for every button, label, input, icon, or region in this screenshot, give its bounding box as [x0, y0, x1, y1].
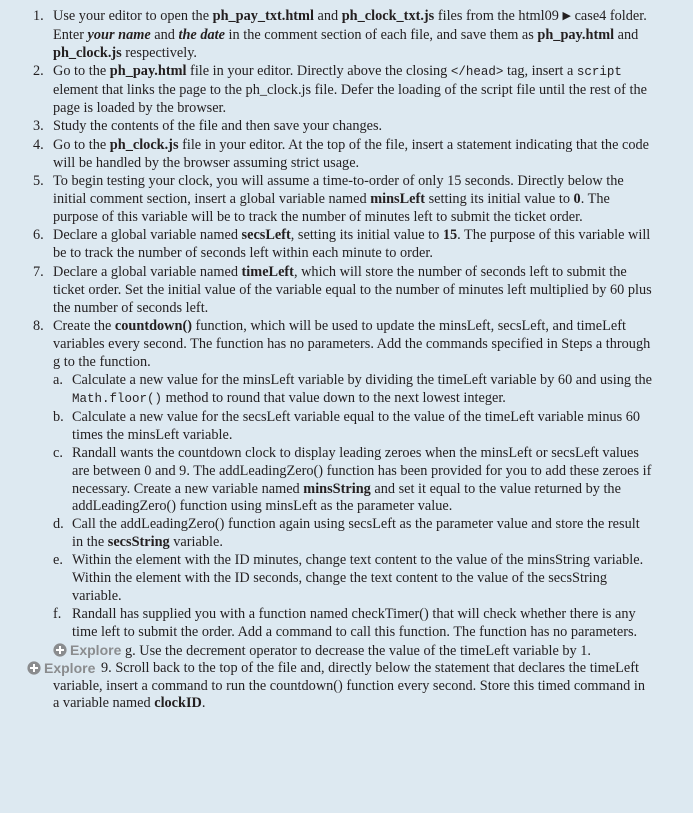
- path-arrow-icon: ▶: [562, 10, 571, 22]
- step-text: and: [313, 8, 342, 24]
- step-8f: [0, 606, 693, 642]
- step-text: Calculate a new value for the minsLeft variable by dividing the timeLeft variable by 60 and using the: [72, 372, 653, 389]
- step-text: method to round that value down to the next lowest integer.: [162, 390, 506, 407]
- step-text: . The purpose of this variable will be to track the number of seconds left within each minute to order.: [53, 227, 651, 262]
- code-token: script: [576, 65, 622, 80]
- step-text: Use the decrement operator to decrease the value of the timeLeft variable by 1.: [139, 642, 591, 659]
- step-letter: e.: [53, 552, 63, 569]
- step-text: files from the html09: [434, 8, 563, 24]
- step-number: 7.: [33, 263, 44, 280]
- step-8g: [0, 642, 693, 660]
- explore-label: Explore: [70, 641, 122, 658]
- step-5: [0, 173, 693, 227]
- step-number: 9.: [101, 659, 112, 676]
- step-text: variable.: [169, 534, 223, 551]
- step-text: .: [201, 695, 206, 712]
- step-letter: a.: [53, 372, 63, 389]
- step-text: Within the element with the ID minutes, change text content to the value of the minsString variable. Within the element with the ID seconds, change the text content to the value of the secsString variable.: [72, 552, 644, 604]
- step-4: [0, 137, 693, 173]
- step-number: 8.: [33, 317, 44, 334]
- step-text: To begin testing your clock, you will assume a time-to-order of only 15 seconds. Directly below the initial comment section, insert a global variable named: [53, 173, 624, 208]
- step-number: 1.: [33, 8, 44, 24]
- step-8e: [0, 552, 693, 606]
- emphasis: your name: [87, 26, 151, 43]
- filename: ph_pay.html: [109, 63, 187, 80]
- step-text: Use your editor to open the: [53, 8, 213, 24]
- step-text: setting its initial value to: [425, 191, 574, 208]
- step-8b: [0, 409, 693, 445]
- step-text: and: [150, 26, 179, 43]
- step-letter: c.: [53, 444, 63, 461]
- step-text: file in your editor. Directly above the closing: [186, 63, 451, 80]
- step-text: element that links the page to the ph_clock.js file. Defer the loading of the script file until the rest of the page is loaded by the browser.: [53, 82, 647, 117]
- step-text: Declare a global variable named: [53, 263, 242, 280]
- variable-name: secsLeft: [241, 227, 291, 244]
- step-7: [0, 264, 693, 318]
- step-letter: d.: [53, 516, 64, 533]
- step-number: 6.: [33, 227, 44, 244]
- step-text: Scroll back to the top of the file and, directly below the statement that declares the timeLeft variable, insert a command to run the countdown() function every second. Store this timed command in a variable named: [53, 659, 645, 712]
- function-name: countdown(): [114, 317, 192, 334]
- step-1: [0, 8, 693, 63]
- step-number: 5.: [33, 173, 44, 190]
- step-text: Create the: [53, 317, 115, 334]
- value: 0: [573, 191, 581, 208]
- step-text: respectively.: [121, 44, 198, 61]
- step-text: Declare a global variable named: [53, 227, 242, 244]
- step-text: case4 folder. Enter: [53, 8, 647, 43]
- emphasis: the date: [178, 26, 225, 43]
- step-2: [0, 63, 693, 118]
- step-9: [0, 660, 693, 714]
- step-8d: [0, 516, 693, 552]
- explore-plus-icon: [53, 643, 67, 657]
- variable-name: secsString: [107, 534, 170, 551]
- explore-badge: [53, 642, 591, 661]
- step-text: . The purpose of this variable will be to track the number of minutes left to submit the ticket order.: [53, 191, 610, 225]
- step-number: 3.: [33, 118, 44, 135]
- step-8c: [0, 445, 693, 517]
- variable-name: timeLeft: [241, 263, 294, 280]
- step-3: [0, 118, 693, 136]
- step-8: [0, 318, 693, 372]
- filename: ph_pay.html: [537, 26, 615, 43]
- step-letter: g.: [124, 642, 136, 659]
- step-letter: b.: [53, 408, 64, 425]
- step-letter: f.: [53, 605, 62, 622]
- step-text: Go to the: [53, 63, 110, 80]
- step-text: , which will store the number of seconds left to submit the ticket order. Set the initial value of the variable equal to the number of minutes left multiplied by 60 plus the number of seconds left.: [53, 263, 652, 316]
- filename: ph_clock.js: [109, 136, 179, 153]
- explore-plus-icon: [27, 661, 41, 675]
- step-text: tag, insert a: [503, 63, 577, 80]
- step-text: and set it equal to the value returned by the addLeadingZero() function using minsLeft as the parameter value.: [72, 480, 621, 515]
- step-text: in the comment section of each file, and save them as: [224, 26, 538, 43]
- step-8a: [0, 372, 693, 409]
- step-text: function, which will be used to update the minsLeft, secsLeft, and timeLeft variables every second. The function has no parameters. Add the commands specified in Steps a through g to the function.: [53, 317, 651, 370]
- filename: ph_pay_txt.html: [212, 8, 314, 24]
- variable-name: clockID: [154, 695, 202, 712]
- step-text: Calculate a new value for the secsLeft variable equal to the value of the timeLeft variable minus 60 times the minsLeft variable.: [72, 408, 641, 443]
- code-token: Math.floor(): [72, 392, 163, 407]
- explore-badge: [27, 660, 95, 679]
- step-number: 4.: [33, 136, 44, 153]
- step-text: Randall has supplied you with a function named checkTimer() that will check whether there is any time left to submit the order. Add a command to call this function. The function has no parameters.: [72, 605, 638, 640]
- step-text: and: [614, 26, 639, 43]
- step-text: Study the contents of the file and then save your changes.: [53, 118, 383, 135]
- step-text: Randall wants the countdown clock to display leading zeroes when the minsLeft or secsLeft values are between 0 and 9. The addLeadingZero() function has been provided for you to add these zeroes if necessary. Create a new variable named: [72, 444, 652, 497]
- step-text: Call the addLeadingZero() function again using secsLeft as the parameter value and store the result in the: [72, 516, 640, 551]
- step-text: file in your editor. At the top of the file, insert a statement indicating that the code will be handled by the browser assuming strict usage.: [53, 136, 649, 171]
- code-token: </head>: [450, 65, 504, 80]
- filename: ph_clock.js: [53, 44, 122, 61]
- step-text: Go to the: [53, 136, 110, 153]
- variable-name: minsString: [303, 480, 371, 497]
- step-number: 2.: [33, 63, 44, 80]
- step-text: , setting its initial value to: [290, 227, 443, 244]
- filename: ph_clock_txt.js: [341, 8, 435, 24]
- step-6: [0, 227, 693, 263]
- value: 15: [442, 227, 458, 244]
- variable-name: minsLeft: [370, 191, 426, 208]
- explore-label: Explore: [44, 659, 96, 676]
